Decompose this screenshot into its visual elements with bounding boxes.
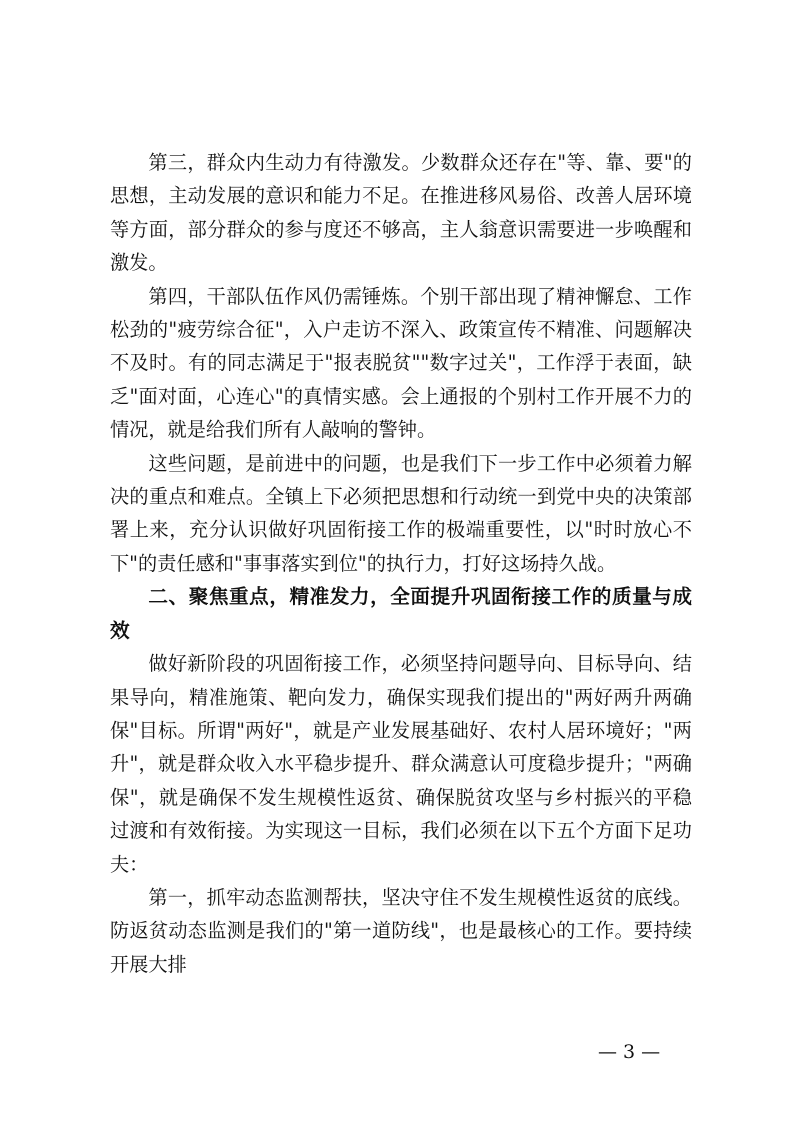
paragraph-third-point: 第三，群众内生动力有待激发。少数群众还存在"等、靠、要"的思想，主动发展的意识和能力不足。在推进移风易俗、改善人居环境等方面，部分群众的参与度还不够高，主人翁意识需要进一步唤醒和激发。	[110, 151, 692, 275]
paragraph-fourth-point: 第四，干部队伍作风仍需锤炼。个别干部出现了精神懈怠、工作松劲的"疲劳综合征"，入户走访不深入、政策宣传不精准、问题解决不及时。有的同志满足于"报表脱贫""数字过关"，工作浮于表面，缺乏"面对面，心连心"的真情实感。会上通报的个别村工作开展不力的情况，就是给我们所有人敲响的警钟。	[110, 284, 692, 442]
page-number: — 3 —	[598, 1041, 661, 1063]
section-heading-two: 二、聚焦重点，精准发力，全面提升巩固衔接工作的质量与成效	[110, 585, 692, 642]
paragraph-goals: 做好新阶段的巩固衔接工作，必须坚持问题导向、目标导向、结果导向，精准施策、靶向发力，确保实现我们提出的"两好两升两确保"目标。所谓"两好"，就是产业发展基础好、农村人居环境好；"两升"，就是群众收入水平稳步提升、群众满意认可度稳步提升；"两确保"，就是确保不发生规模性返贫、确保脱贫攻坚与乡村振兴的平稳过渡和有效衔接。为实现这一目标，我们必须在以下五个方面下足功夫：	[110, 652, 692, 876]
document-body	[110, 146, 692, 981]
paragraph-first-measure: 第一，抓牢动态监测帮扶，坚决守住不发生规模性返贫的底线。防返贫动态监测是我们的"第一道防线"，也是最核心的工作。要持续开展大排	[110, 885, 692, 976]
paragraph-summary: 这些问题，是前进中的问题，也是我们下一步工作中必须着力解决的重点和难点。全镇上下必须把思想和行动统一到党中央的决策部署上来，充分认识做好巩固衔接工作的极端重要性，以"时时放心不下"的责任感和"事事落实到位"的执行力，打好这场持久战。	[110, 451, 692, 575]
